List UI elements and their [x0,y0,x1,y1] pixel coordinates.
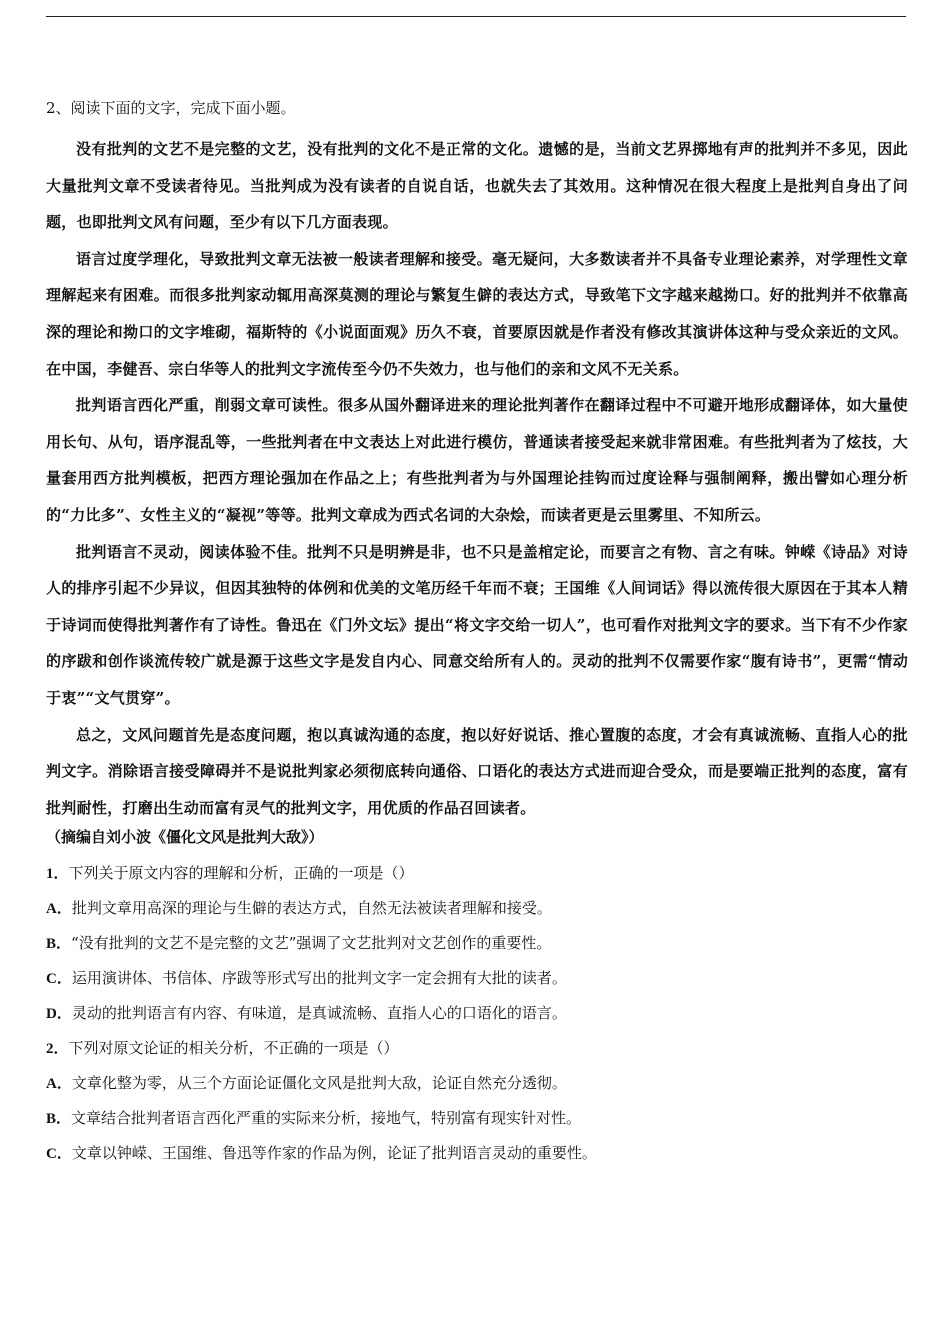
passage-paragraph: 总之，文风问题首先是态度问题，抱以真诚沟通的态度，抱以好好说话、推心置腹的态度，才会有真诚流畅、直指人心的批判文字。消除语言接受障碍并不是说批判家必须彻底转向通俗、口语化的表达方式进而迎合受众，而是要端正批判的态度，富有批判耐性，打磨出生动而富有灵气的批判文字，用优质的作品召回读者。 [46,725,908,817]
option-a[interactable]: A．文章化整为零，从三个方面论证僵化文风是批判大敌，论证自然充分透彻。 [46,1074,567,1093]
reading-passage [46,131,908,826]
option-text: 运用演讲体、书信体、序跋等形式写出的批判文字一定会拥有大批的读者。 [71,969,567,988]
question-text: 下列关于原文内容的理解和分析，正确的一项是（） [68,864,414,883]
option-letter: B [46,936,57,953]
option-d[interactable]: D．灵动的批判语言有内容、有味道，是真诚流畅、直指人心的口语化的语言。 [46,1004,567,1023]
question-number: 2 [46,1041,54,1058]
option-text: 文章化整为零，从三个方面论证僵化文风是批判大敌，论证自然充分透彻。 [71,1074,567,1093]
option-letter: A [46,901,57,918]
option-text: 批判文章用高深的理论与生僻的表达方式，自然无法被读者理解和接受。 [71,899,552,918]
option-letter: C [46,1146,57,1163]
source-citation: （摘编自刘小波《僵化文风是批判大敌》） [46,828,324,847]
option-b[interactable]: B．文章结合批判者语言西化严重的实际来分析，接地气，特别富有现实针对性。 [46,1109,582,1128]
option-c[interactable]: C．运用演讲体、书信体、序跋等形式写出的批判文字一定会拥有大批的读者。 [46,969,567,988]
option-a[interactable]: A．批判文章用高深的理论与生僻的表达方式，自然无法被读者理解和接受。 [46,899,552,918]
option-c[interactable]: C．文章以钟嵘、王国维、鲁迅等作家的作品为例，论证了批判语言灵动的重要性。 [46,1144,597,1163]
question-stem: 1．下列关于原文内容的理解和分析，正确的一项是（） [46,864,414,883]
option-letter: C [46,971,57,988]
passage-paragraph: 批判语言不灵动，阅读体验不佳。批判不只是明辨是非，也不只是盖棺定论，而要言之有物、言之有味。钟嵘《诗品》对诗人的排序引起不少异议，但因其独特的体例和优美的文笔历经千年而不衰；王国维《人间词话》得以流传很大原因在于其本人精于诗词而使得批判著作有了诗性。鲁迅在《门外文坛》提出“将文字交给一切人”，也可看作对批判文字的要求。当下有不少作家的序跋和创作谈流传较广就是源于这些文字是发自内心、同意交给所有人的。灵动的批判不仅需要作家“腹有诗书”，更需“情动于衷”“文气贯穿”。 [46,542,908,707]
option-letter: B [46,1111,57,1128]
question-text: 下列对原文论证的相关分析，不正确的一项是（） [68,1039,399,1058]
question-number: 1 [46,866,54,883]
section-heading: 2、阅读下面的文字，完成下面小题。 [46,99,296,117]
question-1 [46,856,908,1031]
exam-page [46,98,908,1171]
option-letter: A [46,1076,57,1093]
option-text: “没有批判的文艺不是完整的文艺”强调了文艺批判对文艺创作的重要性。 [71,934,552,953]
passage-paragraph: 没有批判的文艺不是完整的文艺，没有批判的文化不是正常的文化。遗憾的是，当前文艺界掷地有声的批判并不多见，因此大量批判文章不受读者待见。当批判成为没有读者的自说自话，也就失去了其效用。这种情况在很大程度上是批判自身出了问题，也即批判文风有问题，至少有以下几方面表现。 [46,140,908,232]
header-rule [46,16,906,17]
passage-paragraph: 批判语言西化严重，削弱文章可读性。很多从国外翻译进来的理论批判著作在翻译过程中不可避开地形成翻译体，如大量使用长句、从句，语序混乱等，一些批判者在中文表达上对此进行模仿，普通读者接受起来就非常困难。有些批判者为了炫技，大量套用西方批判模板，把西方理论强加在作品之上；有些批判者为与外国理论挂钩而过度诠释与强制阐释，搬出譬如心理分析的“力比多”、女性主义的“凝视”等等。批判文章成为西式名词的大杂烩，而读者更是云里雾里、不知所云。 [46,396,908,524]
question-2 [46,1031,908,1171]
option-text: 文章结合批判者语言西化严重的实际来分析，接地气，特别富有现实针对性。 [71,1109,582,1128]
option-text: 灵动的批判语言有内容、有味道，是真诚流畅、直指人心的口语化的语言。 [71,1004,567,1023]
option-text: 文章以钟嵘、王国维、鲁迅等作家的作品为例，论证了批判语言灵动的重要性。 [71,1144,597,1163]
option-b[interactable]: B．“没有批判的文艺不是完整的文艺”强调了文艺批判对文艺创作的重要性。 [46,934,552,953]
question-stem: 2．下列对原文论证的相关分析，不正确的一项是（） [46,1039,399,1058]
option-letter: D [46,1006,57,1023]
passage-paragraph: 语言过度学理化，导致批判文章无法被一般读者理解和接受。毫无疑问，大多数读者并不具备专业理论素养，对学理性文章理解起来有困难。而很多批判家动辄用高深莫测的理论与繁复生僻的表达方式，导致笔下文字越来越拗口。好的批判并不依靠高深的理论和拗口的文字堆砌，福斯特的《小说面面观》历久不衰，首要原因就是作者没有修改其演讲体这种与受众亲近的文风。在中国，李健吾、宗白华等人的批判文字流传至今仍不失效力，也与他们的亲和文风不无关系。 [46,249,908,378]
